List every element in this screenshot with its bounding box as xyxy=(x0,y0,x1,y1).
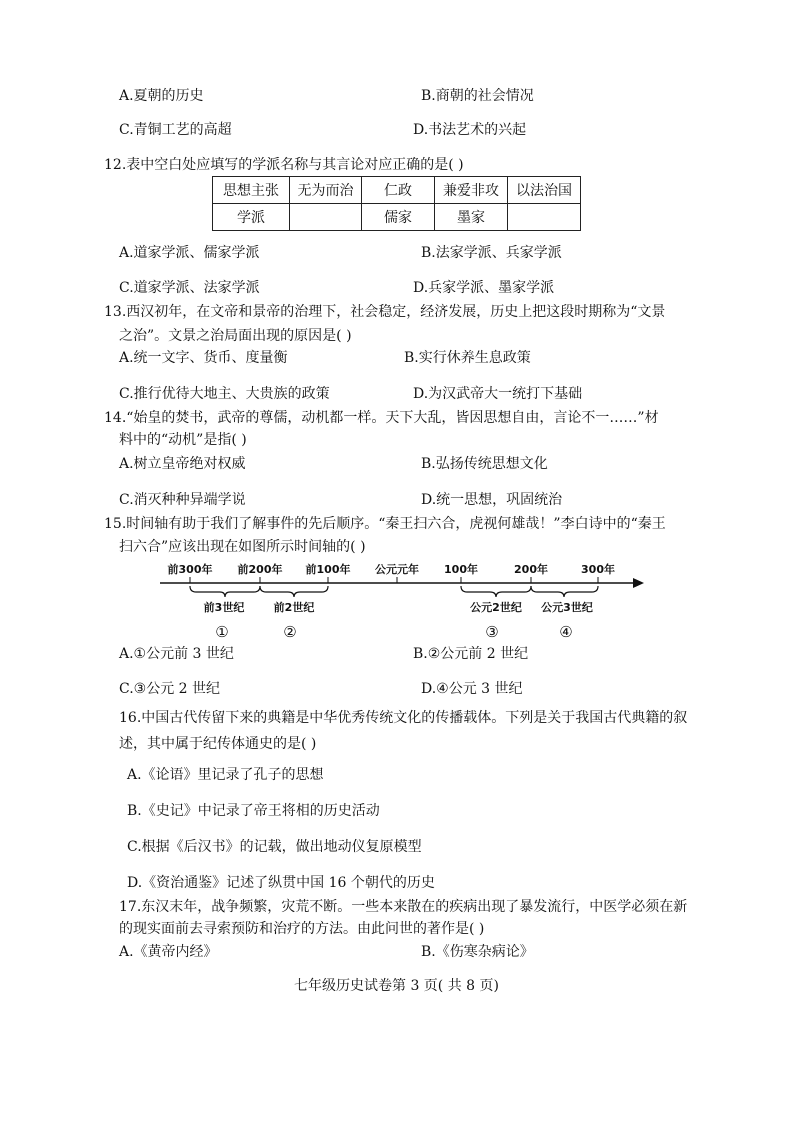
table-cell: 以法治国 xyxy=(508,177,581,204)
q17-option-a: A.《黄帝内经》 xyxy=(119,944,218,960)
tick-label: 100年 xyxy=(444,563,478,576)
q13-option-c: C.推行优待大地主、大贵族的政策 xyxy=(119,386,330,402)
q14-option-d: D.统一思想，巩固统治 xyxy=(421,492,563,508)
tick-label: 前100年 xyxy=(305,563,351,576)
table-cell-blank xyxy=(508,204,581,231)
marker-4: ④ xyxy=(559,623,573,641)
q14-option-c: C.消灭种种异端学说 xyxy=(119,492,246,508)
marker-2: ② xyxy=(283,623,297,641)
tick-label: 公元元年 xyxy=(375,563,419,576)
school-table xyxy=(212,176,581,231)
q11-option-a: A.夏朝的历史 xyxy=(119,88,204,104)
q16-option-c: C.根据《后汉书》的记载，做出地动仪复原模型 xyxy=(127,839,422,855)
bracket-2 xyxy=(260,586,328,597)
page-footer: 七年级历史试卷第 3 页( 共 8 页) xyxy=(294,978,499,994)
marker-1: ① xyxy=(215,623,229,641)
q12-stem: 12.表中空白处应填写的学派名称与其言论对应正确的是( ) xyxy=(104,157,464,173)
timeline-figure xyxy=(0,555,793,645)
q13-stem-line2: 之治”。文景之治局面出现的原因是( ) xyxy=(119,328,352,344)
q16-stem-line2: 述，其中属于纪传体通史的是( ) xyxy=(119,736,317,752)
q15-stem-line2: 扫六合”应该出现在如图所示时间轴的( ) xyxy=(119,539,366,555)
marker-3: ③ xyxy=(485,623,499,641)
q17-option-b: B.《伤寒杂病论》 xyxy=(421,944,534,960)
q15-option-b: B.②公元前 2 世纪 xyxy=(413,646,529,662)
q12-option-c: C.道家学派、法家学派 xyxy=(119,280,260,296)
bracket-label: 前3世纪 xyxy=(203,601,245,614)
q14-option-b: B.弘扬传统思想文化 xyxy=(421,456,548,472)
tick-label: 前300年 xyxy=(167,563,213,576)
tick-label: 前200年 xyxy=(237,563,283,576)
q11-option-b: B.商朝的社会情况 xyxy=(421,88,534,104)
q13-option-a: A.统一文字、货币、度量衡 xyxy=(119,350,288,366)
table-cell: 儒家 xyxy=(362,204,435,231)
q16-option-d: D.《资治通鉴》记述了纵贯中国 16 个朝代的历史 xyxy=(127,875,435,891)
bracket-3 xyxy=(461,586,531,597)
q15-option-d: D.④公元 3 世纪 xyxy=(421,681,523,697)
q16-option-a: A.《论语》里记录了孔子的思想 xyxy=(127,767,324,783)
table-cell: 思想主张 xyxy=(213,177,290,204)
q14-option-a: A.树立皇帝绝对权威 xyxy=(119,456,246,472)
table-cell: 兼爱非攻 xyxy=(435,177,508,204)
timeline-arrow xyxy=(633,578,644,588)
table-cell: 仁政 xyxy=(362,177,435,204)
table-cell: 无为而治 xyxy=(290,177,362,204)
q12-option-b: B.法家学派、兵家学派 xyxy=(421,245,562,261)
tick-label: 200年 xyxy=(514,563,548,576)
table-cell-blank xyxy=(290,204,362,231)
table-cell: 学派 xyxy=(213,204,290,231)
q14-stem-line1: 14.“始皇的焚书，武帝的尊儒，动机都一样。天下大乱，皆因思想自由，言论不一……”材 xyxy=(104,410,659,426)
q13-option-b: B.实行休养生息政策 xyxy=(404,350,531,366)
q15-option-c: C.③公元 2 世纪 xyxy=(119,681,221,697)
q13-option-d: D.为汉武帝大一统打下基础 xyxy=(413,386,583,402)
bracket-label: 公元2世纪 xyxy=(470,601,522,614)
q13-stem-line1: 13.西汉初年，在文帝和景帝的治理下，社会稳定，经济发展，历史上把这段时期称为“文景 xyxy=(104,304,666,320)
tick-label: 300年 xyxy=(581,563,615,576)
bracket-4 xyxy=(531,586,598,597)
q12-option-a: A.道家学派、儒家学派 xyxy=(119,245,260,261)
bracket-1 xyxy=(190,586,260,597)
q17-stem-line1: 17.东汉末年，战争频繁，灾荒不断。一些本来散在的疾病出现了暴发流行，中医学必须在新 xyxy=(119,899,688,915)
q14-stem-line2: 料中的“动机”是指( ) xyxy=(119,432,247,448)
q11-option-d: D.书法艺术的兴起 xyxy=(413,122,527,138)
q15-option-a: A.①公元前 3 世纪 xyxy=(119,646,234,662)
q17-stem-line2: 的现实面前去寻索预防和治疗的方法。由此问世的著作是( ) xyxy=(119,921,485,937)
q12-option-d: D.兵家学派、墨家学派 xyxy=(413,280,555,296)
q16-option-b: B.《史记》中记录了帝王将相的历史活动 xyxy=(127,803,380,819)
q15-stem-line1: 15.时间轴有助于我们了解事件的先后顺序。“秦王扫六合，虎视何雄哉！”李白诗中的“秦王 xyxy=(104,516,666,532)
table-cell: 墨家 xyxy=(435,204,508,231)
q16-stem-line1: 16.中国古代传留下来的典籍是中华优秀传统文化的传播载体。下列是关于我国古代典籍的叙 xyxy=(119,710,688,726)
bracket-label: 前2世纪 xyxy=(273,601,315,614)
bracket-label: 公元3世纪 xyxy=(541,601,593,614)
q11-option-c: C.青铜工艺的高超 xyxy=(119,122,232,138)
